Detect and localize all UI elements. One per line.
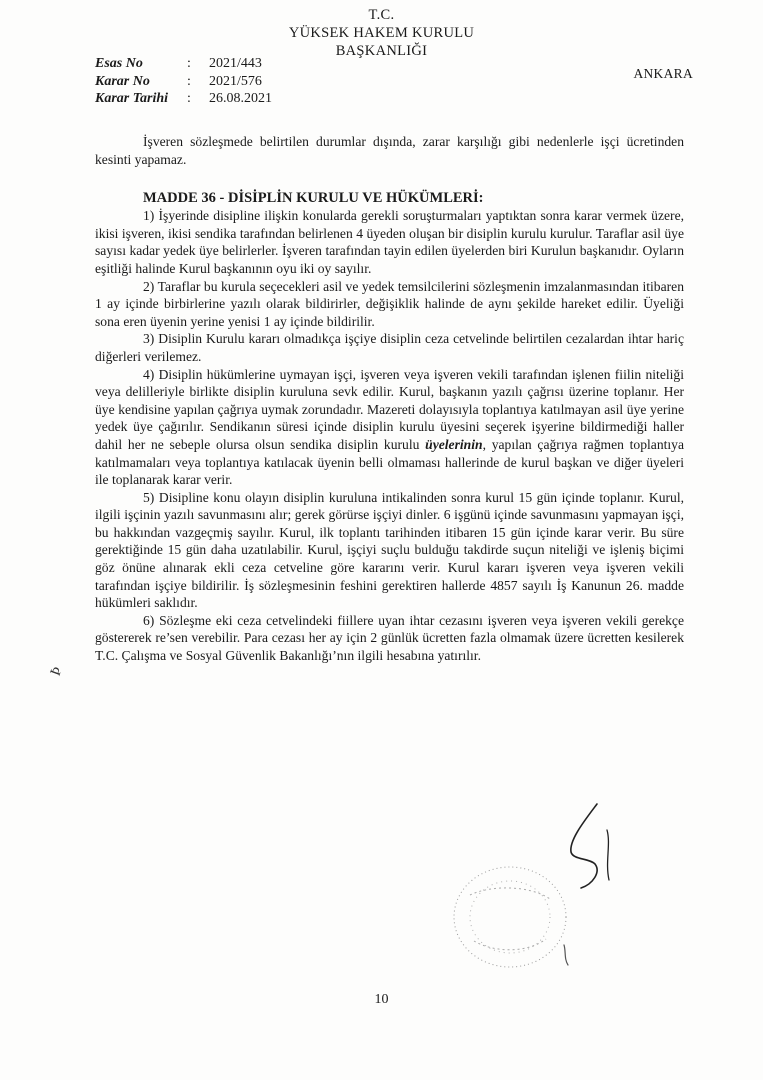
esas-colon: :: [187, 56, 191, 71]
paragraph-5: 5) Disipline konu olayın disiplin kuruluna intikalinden sonra kurul 15 gün içinde toplanır. Kurul, ilgili işçinin yazılı savunmasını alır; gerek görürse işçiyi dinler. 6 işgünü içinde savunmasını yapmayan işçi, bu hakkından vazgeçmiş sayılır. Kurul, ilk toplantı tarihinden itibaren 15 gün içinde karar verir. Bu süre gerektiğinde 15 gün daha uzatılabilir. Kurul, işçiyi suçlu bulduğu takdirde suçun niteliği ve işleniş biçimi göz önüne alınarak ekli ceza cetveline göre kararını verir. Kurul kararı işveren veya işveren vekili tarafından işçiye bildirilir. İş sözleşmesinin feshini gerektiren hallerde 4857 sayılı İş Kanunun 26. madde hükümleri saklıdır.: [95, 489, 684, 611]
tarih-value: 26.08.2021: [209, 91, 272, 106]
karar-row: [95, 73, 272, 91]
paragraph-6: 6) Sözleşme eki ceza cetvelindeki fiillere uyan ihtar cezasını işveren veya işveren vekili gerekçe göstererek re’sen verebilir. Para cezası her ay için 2 günlük ücretten fazla olmamak üzere ücretten kesilerek T.C. Çalışma ve Sosyal Güvenlik Bakanlığı’nın ilgili hesabına yatırılır.: [95, 612, 684, 664]
karar-value: 2021/576: [209, 73, 262, 89]
margin-initial-mark: Þ: [47, 664, 66, 678]
paragraph-4-start: 4) Disiplin hükümlerine uymayan işçi, işveren veya işveren vekili tarafından işlenen fiilin niteliği veya delilleriyle birlikte disiplin kuruluna sevk edilir. Kurul, başkanın yazılı çağrısı üzerine toplanır. Her üye kendisine yapılan çağrıya uymak zorundadır. Mazereti dolayısıyla toplantıya katılmayan asil üye yerine yedek üye çağırılır. Sendikanın süresi içinde disiplin kurulu üyesini seçerek işyerine bildirmediği haller dahil her ne sebeple olursa olsun sendika disiplin kurulu: [95, 366, 684, 452]
paragraph-4-emphasis: üyelerinin: [425, 436, 483, 452]
header-line-tc: T.C.: [368, 7, 395, 23]
article-title: MADDE 36 - DİSİPLİN KURULU VE HÜKÜMLERİ:: [143, 190, 484, 207]
esas-label: Esas No: [95, 56, 143, 71]
esas-row: [95, 55, 272, 73]
paragraph-2: 2) Taraflar bu kurula seçecekleri asil ve yedek temsilcilerini sözleşmenin imzalanmasından itibaren 1 ay içinde birbirlerine yazılı olarak bildirirler, değişiklik halinde de aynı şekilde hareket edilir. Üyeliği sona eren üyenin yerine yenisi 1 ay içinde bildirilir.: [95, 278, 684, 329]
page-number: 10: [374, 992, 389, 1007]
case-meta: [95, 55, 272, 108]
document-header: [0, 6, 763, 60]
paragraph-3: 3) Disiplin Kurulu kararı olmadıkça işçiye disiplin ceza cetvelinde belirtilen cezalardan ihtar hariç diğerleri verilemez.: [95, 331, 684, 364]
karar-colon: :: [187, 73, 191, 89]
header-line-presidency: BAŞKANLIĞI: [335, 43, 428, 59]
esas-value: 2021/443: [209, 56, 262, 71]
tarih-row: [95, 90, 272, 108]
karar-label: Karar No: [95, 73, 150, 89]
intro-paragraph: İşveren sözleşmede belirtilen durumlar dışında, zarar karşılığı gibi nedenlerle işçi ücretinden kesinti yapamaz.: [95, 134, 684, 167]
tarih-colon: :: [187, 91, 191, 106]
paragraph-4-end: , yapılan çağrıya rağmen toplantıya katılmamaları veya toplantıya katılacak üyenin belli olmaması hallerinde de kurul başkan ve diğer üyeleri ile toplanarak karar verir.: [95, 436, 684, 488]
tarih-label: Karar Tarihi: [95, 91, 169, 106]
city-label: ANKARA: [633, 66, 693, 81]
header-line-institution: YÜKSEK HAKEM KURULU: [288, 25, 475, 41]
document-body: [95, 133, 684, 665]
paragraph-1: 1) İşyerinde disipline ilişkin konularda gerekli soruşturmaları yaptıktan sonra karar vermek üzere, ikisi işveren, ikisi sendika tarafından belirlenen 4 üyeden oluşan bir disiplin kurulu kurulur. Taraflar asil üye sayısı kadar yedek üye belirlerler. İşveren tarafından tayin edilen üyelerden biri Kurulun başkanıdır. Oyların eşitliği halinde Kurul başkanının oyu iki oy sayılır.: [95, 208, 684, 276]
paragraph-4: [95, 366, 684, 489]
faded-stamp: [440, 855, 590, 985]
